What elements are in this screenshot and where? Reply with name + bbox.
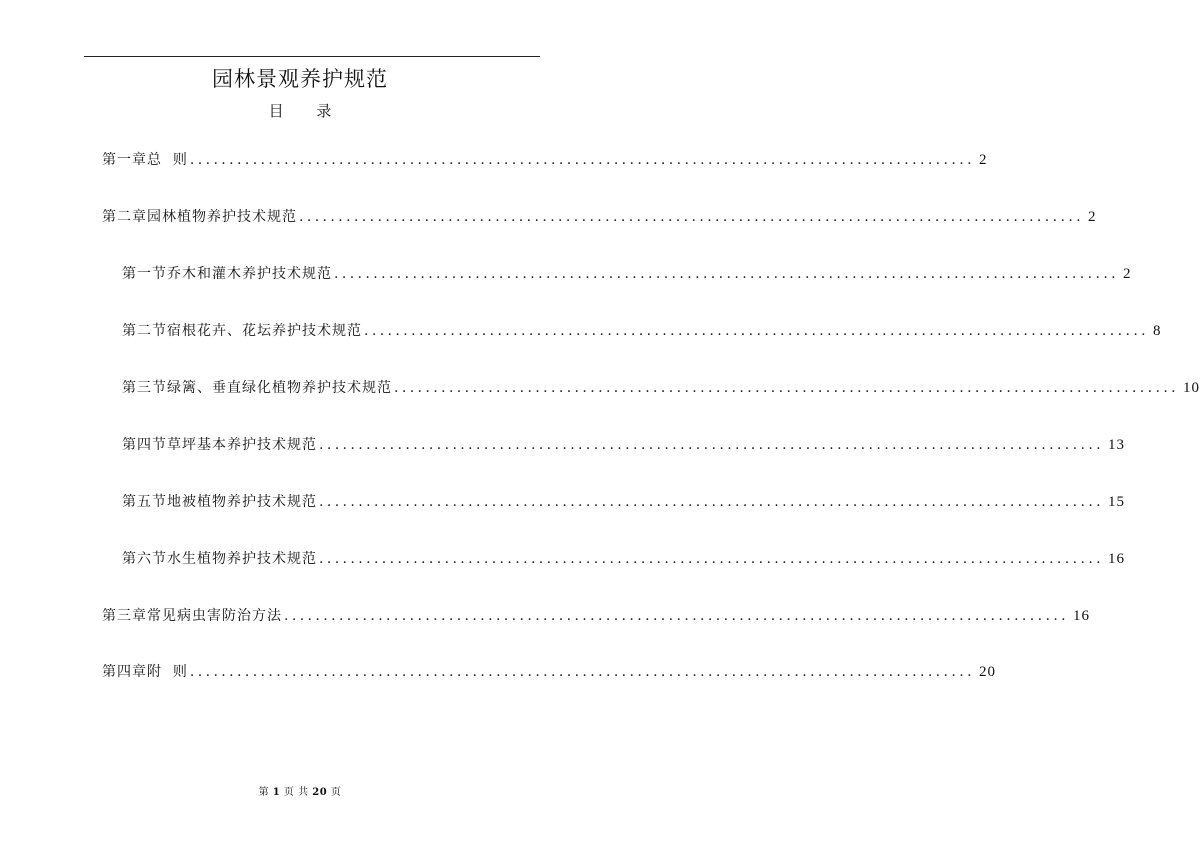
toc-entry-section-6[interactable]: [122, 548, 1126, 570]
toc-entry-number: 第二章: [102, 209, 147, 225]
toc-heading: 目 录: [268, 102, 346, 120]
toc-entry-page: 20: [978, 664, 996, 680]
toc-entry-page: 13: [1108, 437, 1126, 453]
toc-entry-number: 第四节: [122, 437, 167, 453]
toc-entry-label: 常见病虫害防治方法: [147, 608, 282, 624]
toc-entry-section-2[interactable]: [122, 320, 1162, 342]
footer-total-pages: 20: [312, 787, 328, 798]
toc-entry-section-3[interactable]: [122, 377, 1200, 399]
toc-entry-page: 8: [1153, 323, 1162, 339]
footer-suffix: 页: [330, 787, 342, 798]
toc-entry-page: 10: [1183, 380, 1200, 396]
footer-current-page: 1: [272, 787, 281, 798]
toc-entry-number: 第三节: [122, 380, 167, 396]
toc-entry-section-1[interactable]: [122, 263, 1132, 285]
toc-entry-label: 宿根花卉、花坛养护技术规范: [167, 323, 362, 339]
toc-dot-leader: ....................................................................................................: [334, 266, 1120, 282]
toc-entry-number: 第一节: [122, 266, 167, 282]
toc-dot-leader: ....................................................................................................: [319, 494, 1105, 510]
toc-entry-number: 第三章: [102, 608, 147, 624]
toc-entry-label: 总 则: [147, 152, 188, 168]
toc-entry-number: 第二节: [122, 323, 167, 339]
toc-dot-leader: ....................................................................................................: [394, 380, 1180, 396]
toc-entry-chapter-2[interactable]: [102, 206, 1097, 228]
header-rule: [84, 56, 540, 57]
toc-dot-leader: ....................................................................................................: [364, 323, 1150, 339]
toc-entry-page: 16: [1108, 551, 1126, 567]
toc-entry-label: 附 则: [147, 664, 188, 680]
toc-entry-page: 2: [1123, 266, 1132, 282]
toc-entry-number: 第五节: [122, 494, 167, 510]
toc-entry-label: 园林植物养护技术规范: [147, 209, 297, 225]
page-footer: [0, 786, 600, 800]
toc-entry-label: 乔木和灌木养护技术规范: [167, 266, 332, 282]
toc-entry-page: 16: [1073, 608, 1091, 624]
footer-prefix: 第: [258, 787, 270, 798]
document-title: 园林景观养护规范: [212, 67, 388, 91]
toc-entry-label: 草坪基本养护技术规范: [167, 437, 317, 453]
toc-entry-number: 第四章: [102, 664, 147, 680]
toc-entry-number: 第一章: [102, 152, 147, 168]
toc-dot-leader: ....................................................................................................: [299, 209, 1085, 225]
toc-dot-leader: ....................................................................................................: [319, 551, 1105, 567]
footer-middle: 页 共: [283, 787, 309, 798]
toc-entry-label: 水生植物养护技术规范: [167, 551, 317, 567]
toc-entry-chapter-3[interactable]: [102, 605, 1091, 627]
toc-dot-leader: ....................................................................................................: [284, 608, 1070, 624]
toc-dot-leader: ....................................................................................................: [189, 152, 975, 168]
toc-entry-chapter-1[interactable]: [102, 149, 988, 171]
toc-dot-leader: ....................................................................................................: [189, 664, 975, 680]
toc-entry-section-4[interactable]: [122, 434, 1126, 456]
toc-entry-label: 绿篱、垂直绿化植物养护技术规范: [167, 380, 392, 396]
toc-entry-number: 第六节: [122, 551, 167, 567]
toc-dot-leader: ....................................................................................................: [319, 437, 1105, 453]
toc-entry-section-5[interactable]: [122, 491, 1126, 513]
toc-entry-page: 2: [1088, 209, 1097, 225]
toc-entry-chapter-4[interactable]: [102, 661, 996, 683]
toc-entry-page: 15: [1108, 494, 1126, 510]
toc-entry-label: 地被植物养护技术规范: [167, 494, 317, 510]
toc-entry-page: 2: [978, 152, 988, 168]
